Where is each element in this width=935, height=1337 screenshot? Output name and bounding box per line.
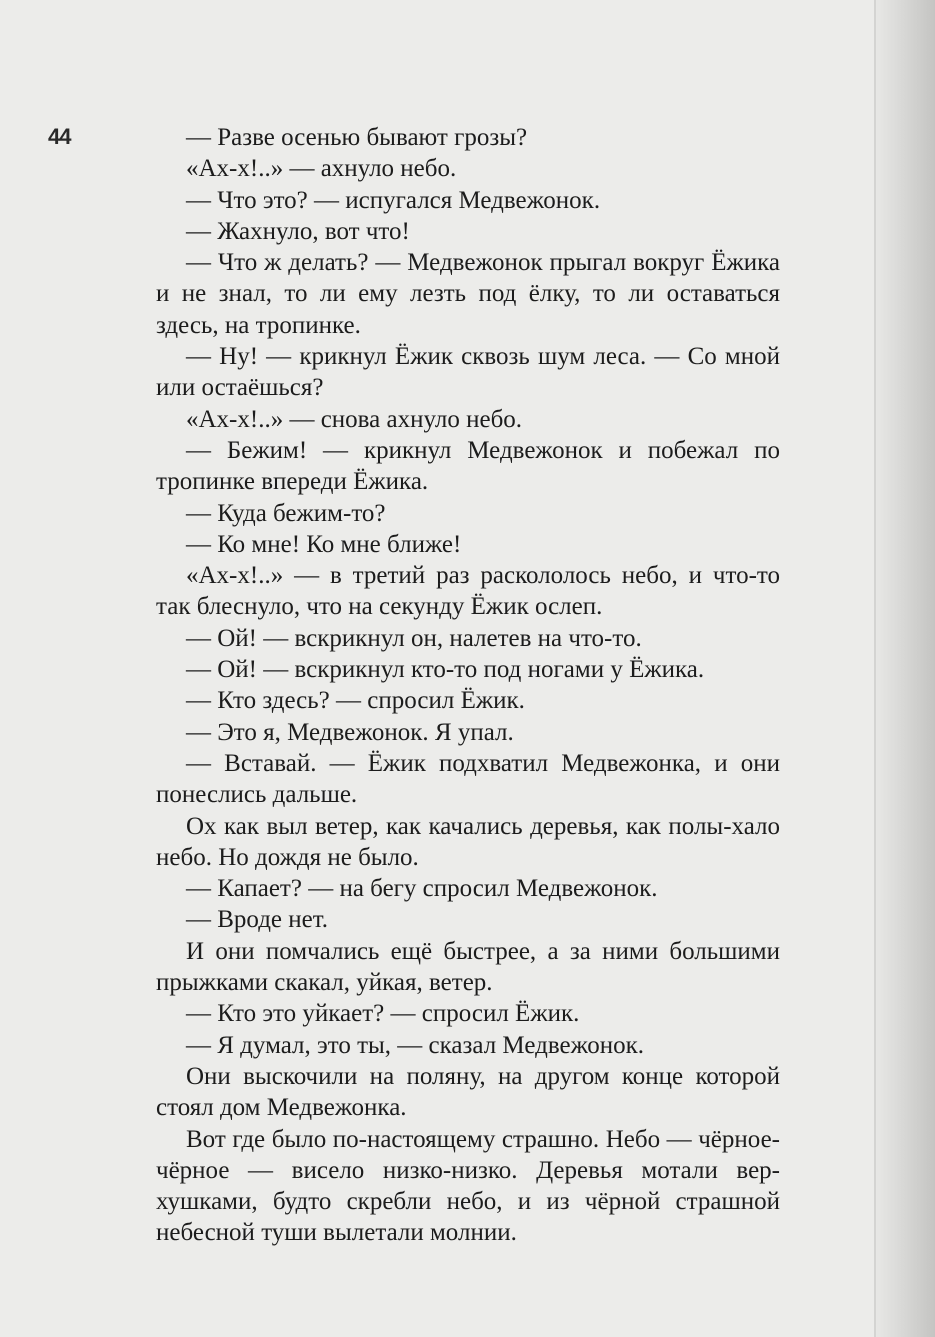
paragraph: — Разве осенью бывают грозы? bbox=[186, 124, 528, 151]
page-edge-shadow bbox=[875, 0, 935, 1337]
paragraph: — Ой! — вскрикнул кто-то под ногами у Ёжика. bbox=[186, 656, 705, 684]
paragraph: И они помчались ещё быстрее, а за ними большими прыжками скакал, уйкая, ветер. bbox=[156, 937, 780, 997]
paragraph: — Бежим! — крикнул Медвежонок и побежал по тропинке впереди Ёжика. bbox=[156, 436, 780, 496]
paragraph: — Я думал, это ты, — сказал Медвежонок. bbox=[186, 1031, 644, 1059]
paragraph: — Вроде нет. bbox=[186, 906, 329, 934]
paragraph: — Что это? — испугался Медвежонок. bbox=[186, 186, 601, 214]
paragraph: — Жахнуло, вот что! bbox=[186, 217, 410, 245]
paragraph: «Ах-х!..» — снова ахнуло небо. bbox=[186, 405, 523, 433]
paragraph: — Ко мне! Ко мне ближе! bbox=[186, 530, 462, 558]
paragraph: — Капает? — на бегу спросил Медвежонок. bbox=[186, 875, 658, 903]
paragraph: — Вставай. — Ёжик подхватил Медвежонка, и они понеслись дальше. bbox=[156, 749, 780, 809]
page-number: 44 bbox=[48, 124, 71, 149]
paragraph: — Кто здесь? — спросил Ёжик. bbox=[186, 687, 525, 715]
paragraph: — Ой! — вскрикнул он, налетев на что-то. bbox=[186, 624, 642, 652]
paragraph: — Куда бежим-то? bbox=[186, 499, 386, 527]
paragraph: — Кто это уйкает? — спросил Ёжик. bbox=[186, 1000, 580, 1028]
paragraph: — Ну! — крикнул Ёжик сквозь шум леса. — Со мной или остаёшься? bbox=[156, 343, 780, 402]
paragraph: Они выскочили на поляну, на другом конце которой стоял дом Медвежонка. bbox=[156, 1062, 780, 1122]
paragraph: «Ах-х!..» — ахнуло небо. bbox=[186, 155, 457, 183]
paragraph: «Ах-х!..» — в третий раз раскололось небо, и что-то так блеснуло, что на секунду Ёжик ослеп. bbox=[156, 562, 780, 621]
book-text bbox=[156, 122, 780, 1249]
paragraph: — Это я, Медвежонок. Я упал. bbox=[186, 718, 514, 746]
paragraph: — Что ж делать? — Медвежонок прыгал вокруг Ёжика и не знал, то ли ему лезть под ёлку, то ли оставаться здесь, на тропинке. bbox=[156, 249, 780, 339]
paragraph: Вот где было по-настоящему страшно. Небо — чёрное-чёрное — висело низко-низко. Деревья мотали верхушками, будто скребли небо, и из чёрной страшной небесной туши вылетали молнии. bbox=[156, 1125, 780, 1247]
page-fold-line bbox=[874, 0, 876, 1337]
paragraph: Ох как выл ветер, как качались деревья, как полы-хало небо. Но дождя не было. bbox=[156, 812, 780, 871]
